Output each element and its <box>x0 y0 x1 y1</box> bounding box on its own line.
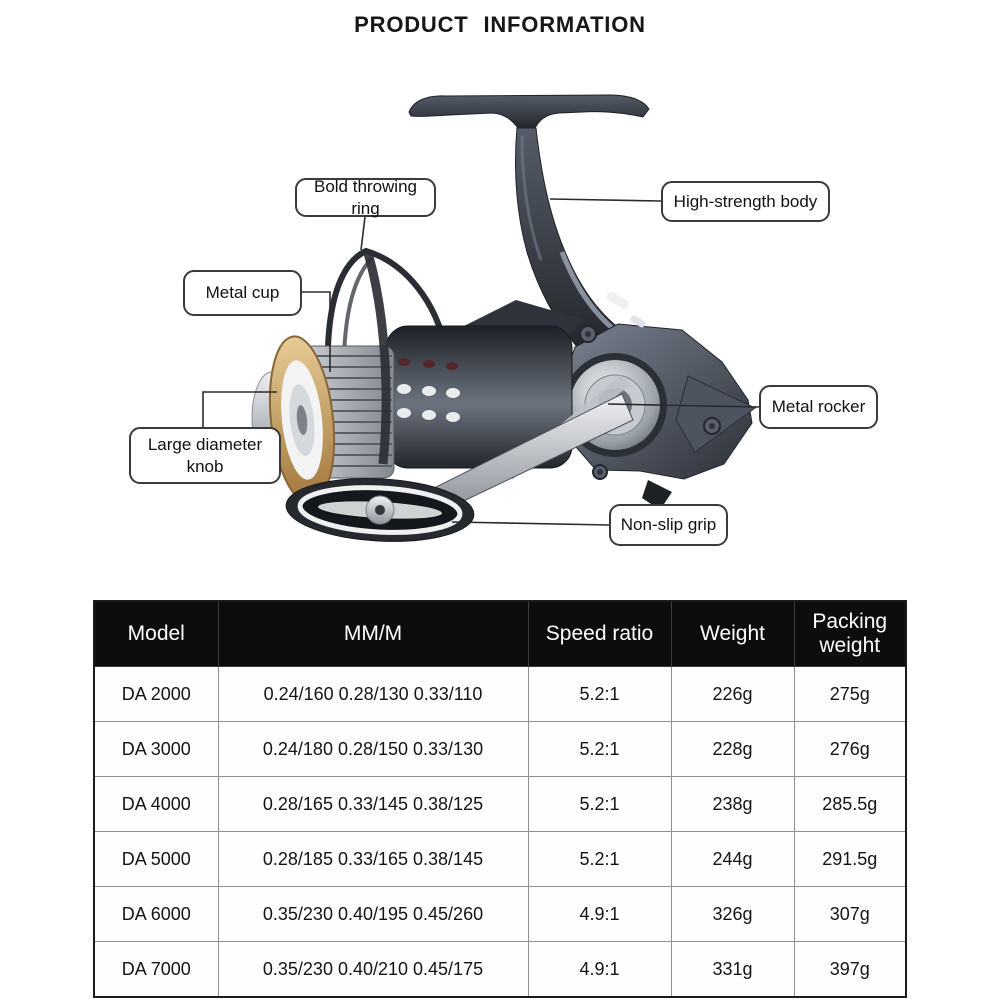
cell-packing-weight: 275g <box>794 667 906 722</box>
cell-weight: 238g <box>671 777 794 832</box>
table-row <box>94 832 906 887</box>
callout-metal-rocker: Metal rocker <box>759 385 878 429</box>
callout-non-slip-grip: Non-slip grip <box>609 504 728 546</box>
callout-bold-throwing-ring: Bold throwing ring <box>295 178 436 217</box>
col-header-mm-m: MM/M <box>218 601 528 667</box>
cell-mm-m: 0.24/180 0.28/150 0.33/130 <box>218 722 528 777</box>
cell-packing-weight: 285.5g <box>794 777 906 832</box>
page-title: PRODUCT INFORMATION <box>354 12 646 37</box>
table-row <box>94 667 906 722</box>
col-header-model: Model <box>94 601 218 667</box>
table-row <box>94 777 906 832</box>
table-row <box>94 942 906 998</box>
col-header-weight: Weight <box>671 601 794 667</box>
callout-high-strength-body: High-strength body <box>661 181 830 222</box>
callout-metal-cup: Metal cup <box>183 270 302 316</box>
cell-model: DA 2000 <box>94 667 218 722</box>
col-header-packing-weight: Packing weight <box>794 601 906 667</box>
cell-model: DA 3000 <box>94 722 218 777</box>
table-row <box>94 887 906 942</box>
callout-line-non-slip-grip <box>452 522 609 525</box>
callout-line-bold-throwing-ring <box>361 217 365 250</box>
cell-mm-m: 0.28/165 0.33/145 0.38/125 <box>218 777 528 832</box>
cell-packing-weight: 276g <box>794 722 906 777</box>
cell-speed-ratio: 4.9:1 <box>528 942 671 998</box>
cell-packing-weight: 397g <box>794 942 906 998</box>
cell-packing-weight: 307g <box>794 887 906 942</box>
callout-large-diameter-knob: Large diameter knob <box>129 427 281 484</box>
cell-speed-ratio: 5.2:1 <box>528 667 671 722</box>
cell-mm-m: 0.24/160 0.28/130 0.33/110 <box>218 667 528 722</box>
cell-model: DA 6000 <box>94 887 218 942</box>
cell-mm-m: 0.35/230 0.40/210 0.45/175 <box>218 942 528 998</box>
cell-weight: 331g <box>671 942 794 998</box>
cell-weight: 326g <box>671 887 794 942</box>
cell-speed-ratio: 4.9:1 <box>528 887 671 942</box>
spec-table-header-row <box>94 601 906 667</box>
cell-mm-m: 0.35/230 0.40/195 0.45/260 <box>218 887 528 942</box>
cell-speed-ratio: 5.2:1 <box>528 777 671 832</box>
table-row <box>94 722 906 777</box>
cell-weight: 226g <box>671 667 794 722</box>
cell-model: DA 7000 <box>94 942 218 998</box>
cell-packing-weight: 291.5g <box>794 832 906 887</box>
cell-model: DA 4000 <box>94 777 218 832</box>
cell-model: DA 5000 <box>94 832 218 887</box>
spec-table <box>93 600 907 998</box>
cell-mm-m: 0.28/185 0.33/165 0.38/145 <box>218 832 528 887</box>
cell-speed-ratio: 5.2:1 <box>528 832 671 887</box>
cell-speed-ratio: 5.2:1 <box>528 722 671 777</box>
cell-weight: 228g <box>671 722 794 777</box>
cell-weight: 244g <box>671 832 794 887</box>
callout-line-high-strength-body <box>550 199 661 201</box>
col-header-speed-ratio: Speed ratio <box>528 601 671 667</box>
